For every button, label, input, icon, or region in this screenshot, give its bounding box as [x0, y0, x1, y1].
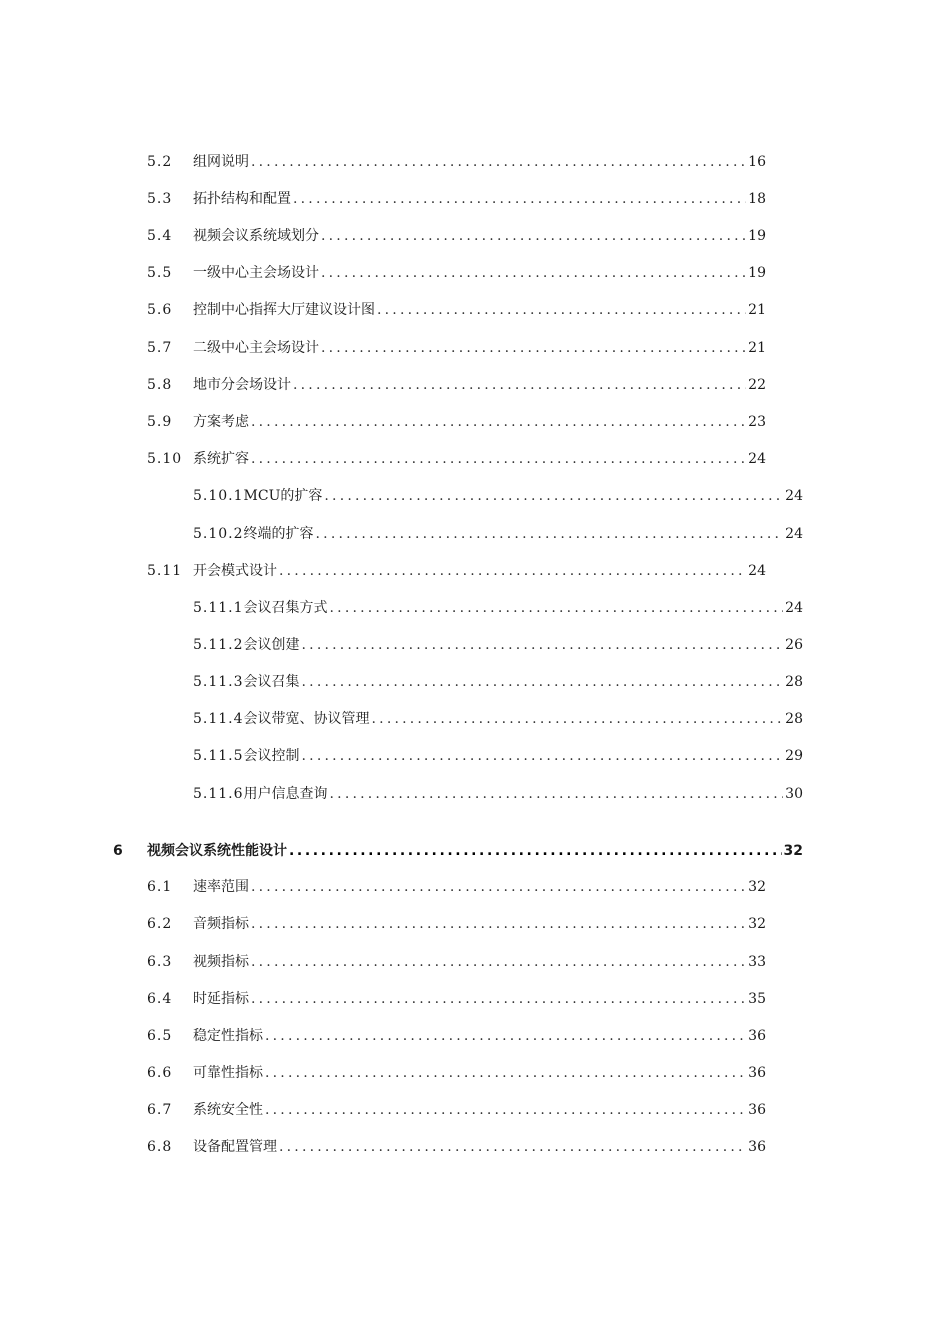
dot-leader	[289, 841, 782, 861]
toc-entry-number: 5.11.2	[193, 637, 244, 653]
toc-entry-page: 29	[785, 748, 803, 764]
toc-entry-title: 稳定性指标	[193, 1028, 263, 1044]
toc-chapter-entry[interactable]	[113, 841, 803, 861]
dot-leader	[302, 635, 784, 655]
toc-entry-number: 6	[113, 843, 124, 859]
toc-entry-page: 18	[748, 191, 766, 207]
toc-entry-page: 36	[748, 1102, 766, 1118]
toc-entry-title: 用户信息查询	[243, 786, 328, 802]
toc-entry-number: 5.11	[147, 563, 183, 579]
toc-entry-page: 36	[748, 1139, 766, 1155]
toc-entry-title: 可靠性指标	[193, 1065, 263, 1081]
toc-entry[interactable]	[147, 375, 766, 395]
dot-leader	[279, 1137, 746, 1157]
toc-entry-title: MCU的扩容	[243, 488, 323, 504]
toc-entry-number: 5.4	[147, 228, 173, 244]
toc-entry-page: 22	[748, 377, 766, 393]
dot-leader	[265, 1100, 746, 1120]
toc-entry-page: 26	[785, 637, 803, 653]
toc-entry-page: 32	[748, 916, 766, 932]
toc-entry-number: 5.5	[147, 265, 173, 281]
toc-entry-title: 组网说明	[193, 154, 249, 170]
toc-entry[interactable]	[147, 914, 766, 934]
dot-leader	[302, 746, 784, 766]
dot-leader	[324, 486, 783, 506]
toc-entry[interactable]	[193, 486, 803, 506]
toc-entry[interactable]	[147, 152, 766, 172]
toc-entry-number: 5.11.1	[193, 600, 244, 616]
toc-entry-page: 24	[785, 600, 803, 616]
toc-entry-title: 拓扑结构和配置	[193, 191, 291, 207]
toc-entry[interactable]	[147, 1026, 766, 1046]
toc-entry-title: 开会模式设计	[193, 563, 277, 579]
toc-entry[interactable]	[147, 412, 766, 432]
toc-entry-page: 30	[785, 786, 803, 802]
dot-leader	[251, 914, 746, 934]
toc-entry-number: 6.7	[147, 1102, 173, 1118]
toc-entry-number: 6.4	[147, 991, 173, 1007]
dot-leader	[316, 524, 784, 544]
toc-entry-page: 21	[748, 302, 766, 318]
toc-entry[interactable]	[147, 338, 766, 358]
dot-leader	[251, 952, 746, 972]
toc-entry-title: 一级中心主会场设计	[193, 265, 319, 281]
toc-entry[interactable]	[147, 877, 766, 897]
toc-entry-title: 会议带宽、协议管理	[243, 711, 370, 727]
toc-entry-number: 5.7	[147, 340, 173, 356]
toc-entry-page: 36	[748, 1028, 766, 1044]
toc-entry[interactable]	[147, 561, 766, 581]
toc-entry-page: 19	[748, 228, 766, 244]
toc-entry-title: 二级中心主会场设计	[193, 340, 319, 356]
toc-entry[interactable]	[147, 952, 766, 972]
dot-leader	[251, 877, 746, 897]
dot-leader	[321, 263, 746, 283]
dot-leader	[251, 152, 746, 172]
toc-entry[interactable]	[193, 784, 803, 804]
toc-entry-page: 35	[748, 991, 766, 1007]
dot-leader	[265, 1026, 746, 1046]
dot-leader	[265, 1063, 746, 1083]
dot-leader	[372, 709, 784, 729]
toc-entry-page: 32	[783, 843, 803, 859]
toc-entry-page: 16	[748, 154, 766, 170]
toc-entry-page: 33	[748, 954, 766, 970]
toc-entry[interactable]	[147, 263, 766, 283]
toc-entry-number: 6.2	[147, 916, 173, 932]
toc-entry[interactable]	[193, 635, 803, 655]
toc-entry-number: 5.9	[147, 414, 173, 430]
toc-entry[interactable]	[147, 189, 766, 209]
toc-entry[interactable]	[193, 672, 803, 692]
toc-entry[interactable]	[147, 449, 766, 469]
dot-leader	[251, 989, 746, 1009]
dot-leader	[330, 598, 784, 618]
toc-entry-title: 会议召集方式	[243, 600, 328, 616]
toc-entry-number: 5.3	[147, 191, 173, 207]
toc-entry-page: 21	[748, 340, 766, 356]
toc-entry-title: 设备配置管理	[193, 1139, 277, 1155]
dot-leader	[251, 412, 746, 432]
toc-entry[interactable]	[147, 989, 766, 1009]
toc-entry-title: 方案考虑	[193, 414, 249, 430]
toc-entry-page: 36	[748, 1065, 766, 1081]
toc-entry-page: 24	[785, 488, 803, 504]
toc-entry[interactable]	[147, 1100, 766, 1120]
toc-entry-title: 视频会议系统域划分	[193, 228, 319, 244]
toc-entry-page: 19	[748, 265, 766, 281]
dot-leader	[293, 375, 746, 395]
dot-leader	[293, 189, 746, 209]
toc-entry[interactable]	[147, 1063, 766, 1083]
toc-entry-title: 音频指标	[193, 916, 249, 932]
toc-entry-page: 24	[748, 563, 766, 579]
toc-entry-title: 视频指标	[193, 954, 249, 970]
toc-entry-number: 5.10.2	[193, 526, 244, 542]
toc-entry-page: 28	[785, 711, 803, 727]
toc-entry-title: 会议控制	[243, 748, 300, 764]
toc-entry-number: 6.8	[147, 1139, 173, 1155]
toc-entry[interactable]	[147, 226, 766, 246]
toc-entry-number: 5.10.1	[193, 488, 244, 504]
toc-entry-number: 6.5	[147, 1028, 173, 1044]
toc-entry-page: 23	[748, 414, 766, 430]
toc-entry-page: 32	[748, 879, 766, 895]
toc-entry[interactable]	[147, 1137, 766, 1157]
toc-entry-page: 24	[785, 526, 803, 542]
toc-entry-title: 控制中心指挥大厅建议设计图	[193, 302, 375, 318]
dot-leader	[377, 300, 746, 320]
dot-leader	[279, 561, 746, 581]
toc-entry-number: 5.11.5	[193, 748, 244, 764]
dot-leader	[321, 226, 746, 246]
toc-entry[interactable]	[193, 709, 803, 729]
toc-entry[interactable]	[193, 598, 803, 618]
toc-entry-title: 会议召集	[243, 674, 300, 690]
toc-entry-page: 28	[785, 674, 803, 690]
toc-entry-number: 5.6	[147, 302, 173, 318]
dot-leader	[330, 784, 784, 804]
toc-entry[interactable]	[193, 746, 803, 766]
toc-entry-page: 24	[748, 451, 766, 467]
toc-entry-number: 5.11.6	[193, 786, 244, 802]
toc-entry-title: 时延指标	[193, 991, 249, 1007]
dot-leader	[321, 338, 746, 358]
toc-entry-number: 5.11.4	[193, 711, 244, 727]
toc-entry[interactable]	[147, 300, 766, 320]
toc-entry-title: 系统安全性	[193, 1102, 263, 1118]
toc-entry-title: 系统扩容	[193, 451, 249, 467]
toc-entry-number: 5.2	[147, 154, 173, 170]
toc-entry-title: 视频会议系统性能设计	[147, 843, 287, 859]
toc-entry-number: 6.6	[147, 1065, 173, 1081]
toc-entry-title: 终端的扩容	[243, 526, 314, 542]
toc-entry-title: 会议创建	[243, 637, 300, 653]
toc-entry-number: 5.8	[147, 377, 173, 393]
toc-entry-title: 地市分会场设计	[193, 377, 291, 393]
toc-entry-number: 6.3	[147, 954, 173, 970]
toc-entry[interactable]	[193, 524, 803, 544]
dot-leader	[302, 672, 784, 692]
toc-entry-number: 5.10	[147, 451, 183, 467]
toc-entry-number: 6.1	[147, 879, 173, 895]
toc-entry-number: 5.11.3	[193, 674, 244, 690]
dot-leader	[251, 449, 746, 469]
toc-entry-title: 速率范围	[193, 879, 249, 895]
